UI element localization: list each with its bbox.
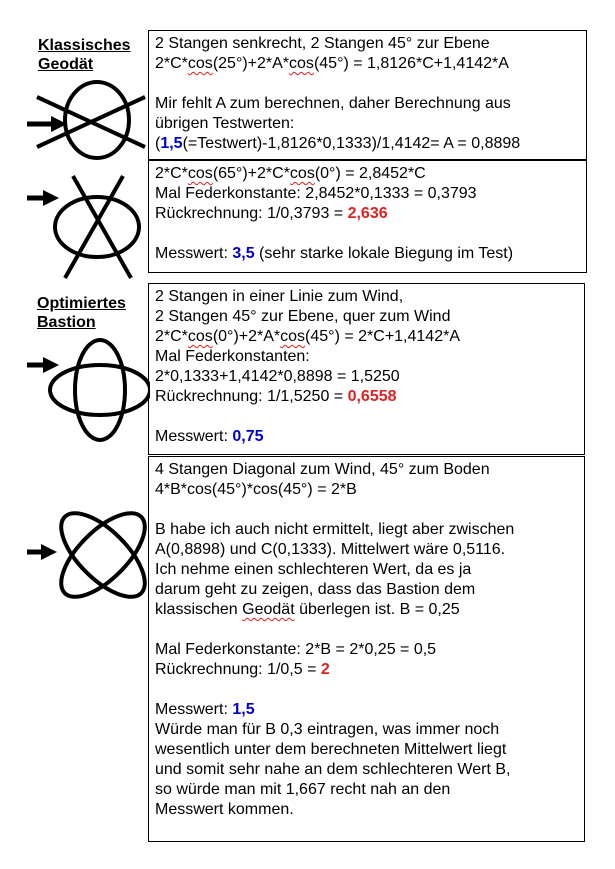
formula-line: 2*C*cos(0°)+2*A*cos(45°) = 2*C+1,4142*A	[155, 328, 460, 345]
bastion-diagram-2	[25, 500, 150, 615]
header-bastion: Optimiertes Bastion	[37, 295, 126, 331]
geodesic-diagram-1	[25, 75, 150, 165]
text-box-1: 2 Stangen senkrecht, 2 Stangen 45° zur Ebene 2*C*cos(25°)+2*A*cos(45°) = 1,8126*C+1,4142*A Mir fehlt A zum berechnen, daher Berechnung aus übrigen Testwerten: (1,5(=Testwert)-1,8126*0,1333)/1,4142= A = 0,8898	[148, 30, 587, 160]
text-box-4: 4 Stangen Diagonal zum Wind, 45° zum Boden 4*B*cos(45°)*cos(45°) = 2*B B habe ich auch nicht ermittelt, liegt aber zwischen A(0,8898) und C(0,1333). Mittelwert wäre 0,5116. Ich nehme einen schlechteren Wert, da es ja darum geht zu zeigen, dass das Bastion dem klassischen Geodät überlegen ist. B = 0,25 Mal Federkonstante: 2*B = 2*0,25 = 0,5 Rückrechnung: 1/0,5 = 2 Messwert: 1,5 Würde man für B 0,3 eintragen, was immer noch wesentlich unter dem berechneten Mittelwert liegt und somit sehr nahe an dem schlechteren Wert B, so würde man mit 1,667 recht nah an den Messwert kommen.	[148, 456, 585, 842]
geodesic-diagram-2	[25, 172, 150, 282]
formula-line: (1,5(=Testwert)-1,8126*0,1333)/1,4142= A = 0,8898	[155, 135, 521, 152]
text-box-3: 2 Stangen in einer Linie zum Wind, 2 Stangen 45° zur Ebene, quer zum Wind 2*C*cos(0°)+2*A*cos(45°) = 2*C+1,4142*A Mal Federkonstanten: 2*0,1333+1,4142*0,8898 = 1,5250 Rückrechnung: 1/1,5250 = 0,6558 Messwert: 0,75	[148, 283, 585, 455]
text-box-2: 2*C*cos(65°)+2*C*cos(0°) = 2,8452*C Mal Federkonstante: 2,8452*0,1333 = 0,3793 Rückrechnung: 1/0,3793 = 2,636 Messwert: 3,5 (sehr starke lokale Biegung im Test)	[148, 160, 587, 273]
formula-line: 2*C*cos(25°)+2*A*cos(45°) = 1,8126*C+1,4142*A	[155, 55, 509, 72]
header-klassisch: Klassisches Geodät	[38, 37, 131, 73]
formula-line: 2*C*cos(65°)+2*C*cos(0°) = 2,8452*C	[155, 165, 426, 182]
bastion-diagram-1	[25, 335, 150, 445]
